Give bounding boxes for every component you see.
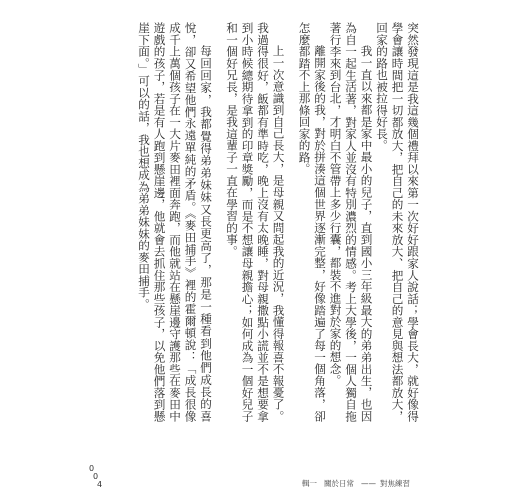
paragraph-3: 離開家後的我，對於拼湊這個世界逐漸完整，好像踏遍了每一個角落，卻怎麼都踏不上那條回家的路。	[297, 22, 327, 422]
paragraph-4: 上一次意識到自己長大，是母親又問起我的近況，我懂得報喜不報憂了。我過得很好，飯都有準時吃，晚上沒有太晚睡，對母親撒點小謊並不是想要拿到小時候總期待拿到的印章獎勵，而是不想讓母親擔心；如何成為一個好兒子和一個好兄長，是我這輩子一直在學習的事。	[225, 22, 286, 422]
paragraph-2: 我一直以來都是家中最小的兒子，直到國小三年級最大的弟弟出生，也因為自一起生活著，對家人並沒有特別濃烈的情感。考上大學後，一個人獨自拖著行李來到台北，才明白不管帶上多少行囊，都裝不進對於家的想念。	[328, 22, 374, 422]
chapter-title: 關於日常	[324, 479, 354, 488]
chapter-label: 輯一	[302, 479, 317, 488]
paragraph-1: 突然發現這是我這幾個禮拜以來第一次好好跟家人說話；學會長大，就好像得學會讓時間把一切都放大，把自己的未來放大、把自己的意見與想法都放大，回家的路也被拉得好長。	[375, 22, 420, 422]
page-number-digit: 0	[93, 472, 99, 481]
page-number-digit: 0	[89, 464, 95, 473]
title-dash: ——	[361, 479, 376, 488]
running-header	[302, 478, 410, 489]
paragraph-5: 每回回家，我都覺得弟弟妹妹又長更高了，那是一種看到他們成長的喜悅，卻又希望他們永遠單純的矛盾。《麥田捕手》裡的霍爾頓說：「成長很像成千上萬個孩子在一大片麥田裡面奔跑，而他就站在懸崖邊守護那些在麥田中遊戲的孩子，若是有人跑到懸崖邊，他就會去抓住那些孩子，以免他們落到懸崖下面。」可以的話，我也想成為弟弟妹妹的麥田捕手。	[137, 22, 213, 422]
page-number-digit: 4	[97, 480, 103, 489]
section-title: 對焦練習	[380, 479, 410, 488]
page-number	[86, 464, 116, 490]
body-text	[136, 22, 421, 422]
